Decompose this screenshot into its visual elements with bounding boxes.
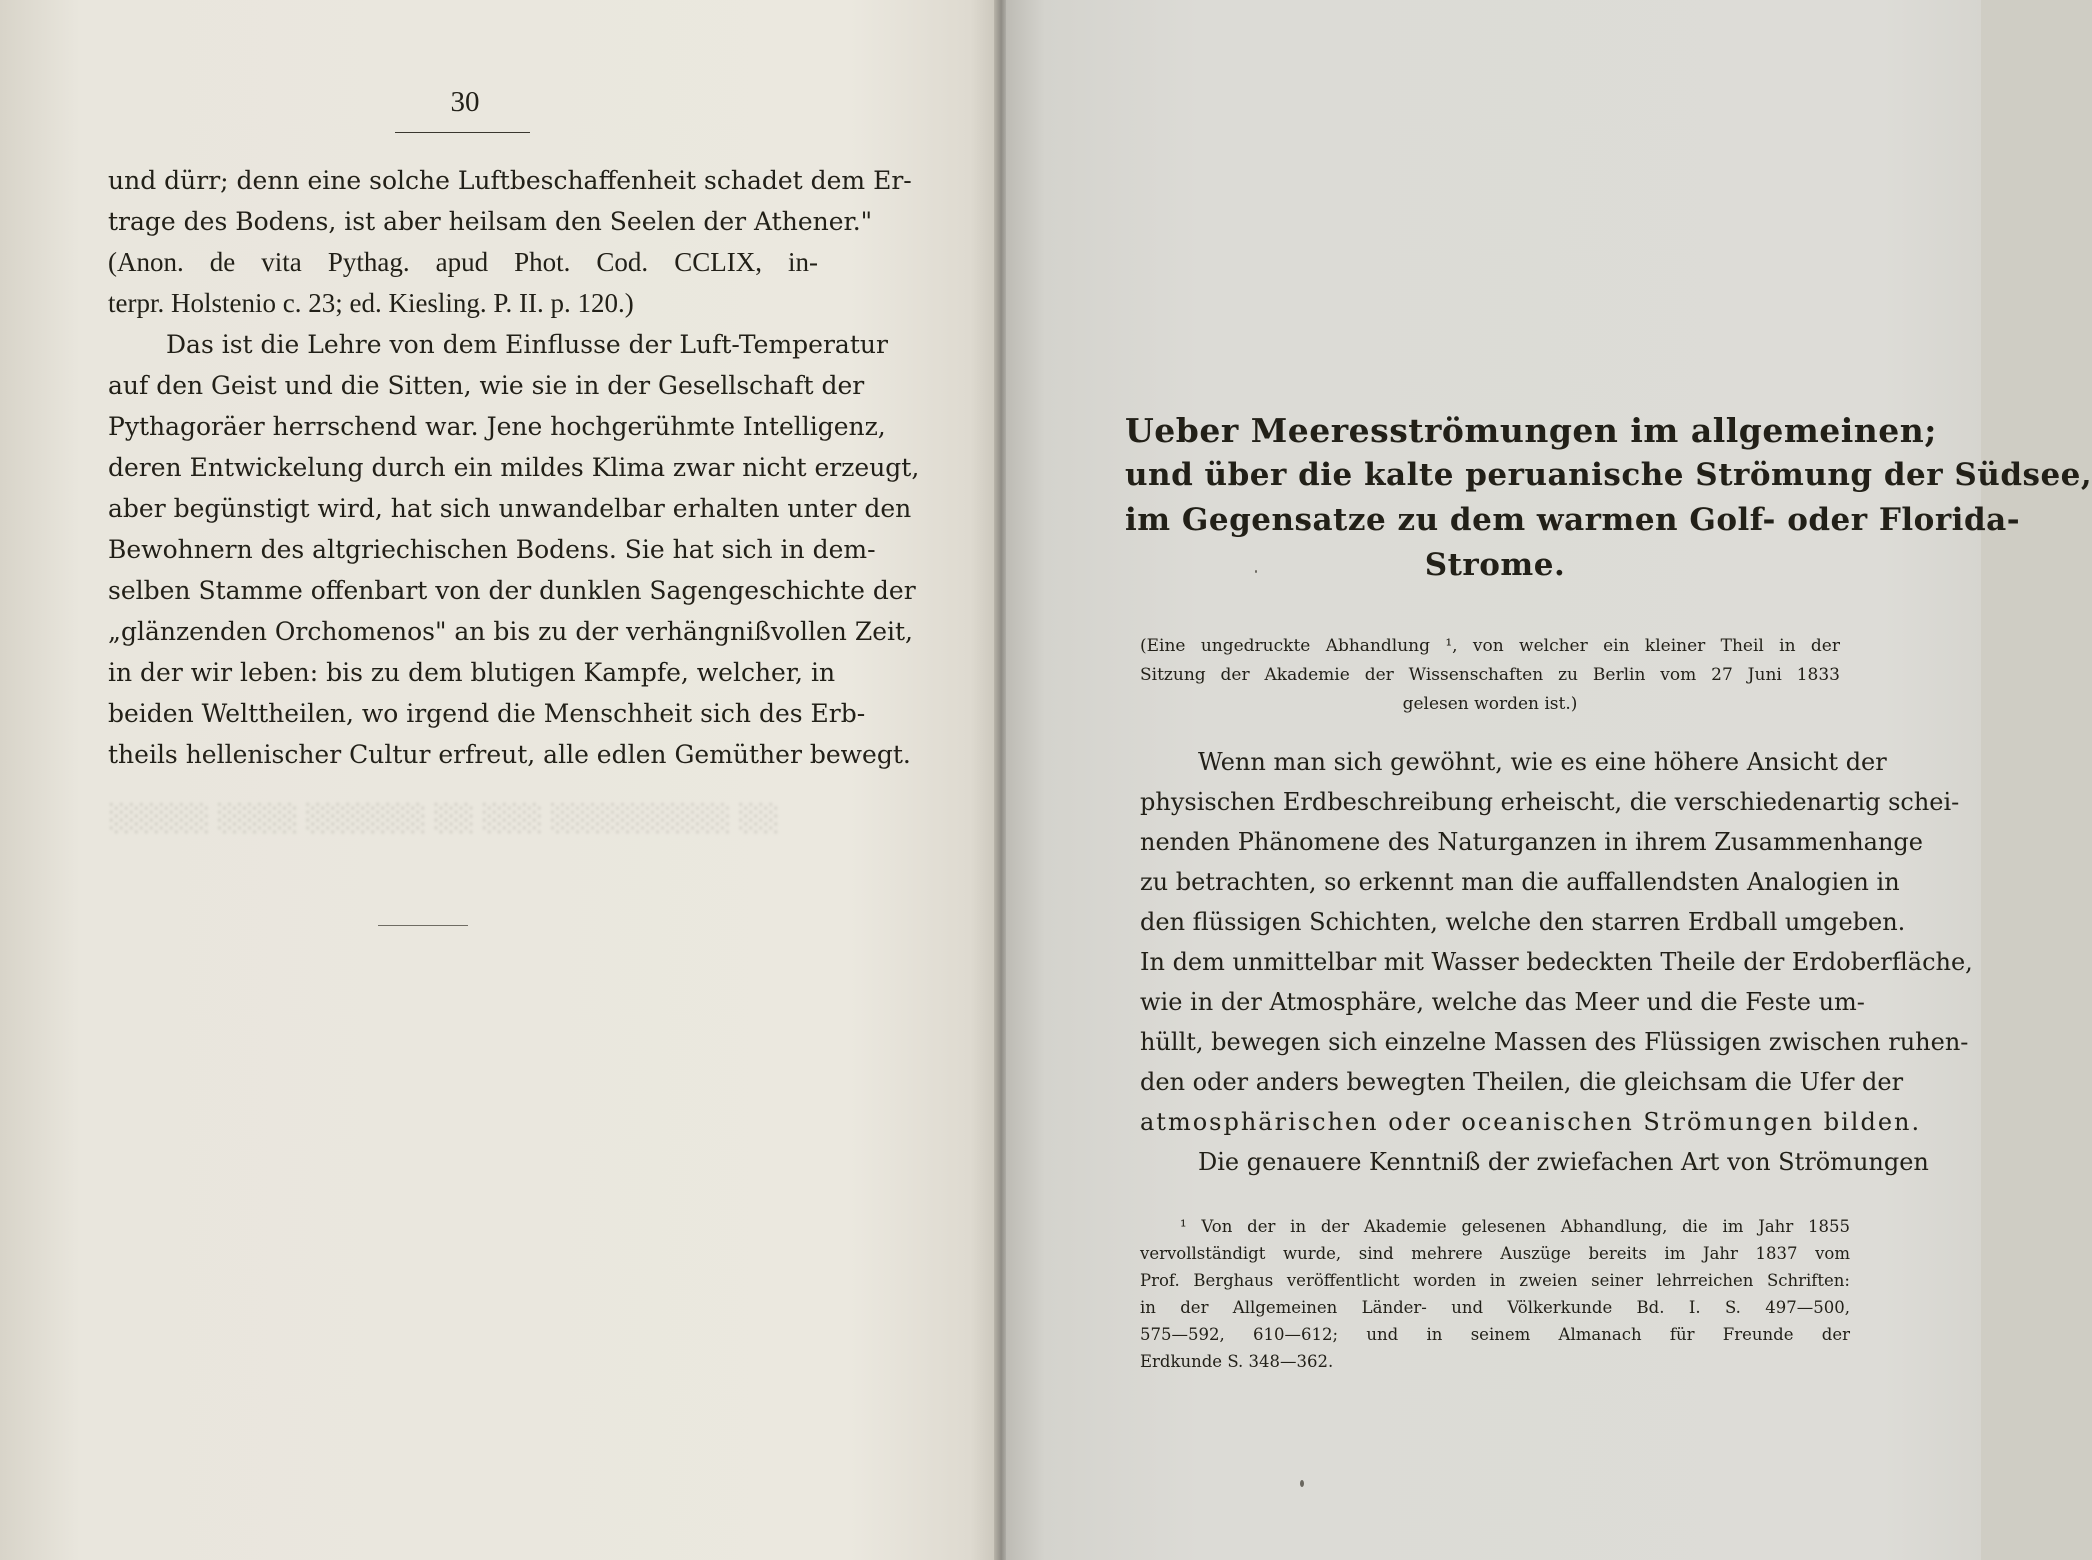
text-line: und dürr; denn eine solche Luftbeschaffenheit schadet dem Er- bbox=[108, 166, 912, 195]
ink-speck bbox=[1255, 570, 1257, 573]
ink-speck bbox=[1300, 1480, 1304, 1487]
text-line: selben Stamme offenbart von der dunklen Sagengeschichte der bbox=[108, 576, 916, 605]
text-line: atmosphärischen oder oceanischen Strömungen bilden. bbox=[1140, 1108, 1922, 1136]
subtitle-line: (Eine ungedruckte Abhandlung ¹, von welcher ein kleiner Theil in der bbox=[1140, 636, 1840, 656]
subtitle-line: Sitzung der Akademie der Wissenschaften zu Berlin vom 27 Juni 1833 bbox=[1140, 665, 1840, 685]
citation-line: terpr. Holstenio c. 23; ed. Kiesling. P. II. p. 120.) bbox=[108, 288, 634, 318]
title-line: Ueber Meeresströmungen im allgemeinen; bbox=[1125, 411, 1937, 450]
text-line: physischen Erdbeschreibung erheischt, die verschiedenartig schei- bbox=[1140, 788, 1960, 816]
subtitle-line: gelesen worden ist.) bbox=[1402, 694, 1578, 714]
text-line: theils hellenischer Cultur erfreut, alle edlen Gemüther bewegt. bbox=[108, 740, 911, 769]
text-line: den flüssigen Schichten, welche den starren Erdball umgeben. bbox=[1140, 908, 1906, 936]
footnote-line: in der Allgemeinen Länder- und Völkerkunde Bd. I. S. 497—500, bbox=[1140, 1298, 1850, 1317]
chapter-title bbox=[1125, 408, 2092, 588]
text-line: deren Entwickelung durch ein mildes Klima zwar nicht erzeugt, bbox=[108, 453, 920, 482]
footnote bbox=[1140, 1213, 1850, 1375]
text-line: trage des Bodens, ist aber heilsam den Seelen der Athener." bbox=[108, 207, 873, 236]
text-line: nenden Phänomene des Naturganzen in ihrem Zusammenhange bbox=[1140, 828, 1923, 856]
text-line: hüllt, bewegen sich einzelne Massen des Flüssigen zwischen ruhen- bbox=[1140, 1028, 1969, 1056]
chapter-subtitle bbox=[1140, 632, 1840, 719]
footnote-line: Prof. Berghaus veröffentlicht worden in zweien seiner lehrreichen Schriften: bbox=[1140, 1271, 1850, 1290]
header-rule bbox=[395, 132, 530, 133]
text-line: Bewohnern des altgriechischen Bodens. Sie hat sich in dem- bbox=[108, 535, 876, 564]
text-line: den oder anders bewegten Theilen, die gleichsam die Ufer der bbox=[1140, 1068, 1904, 1096]
text-line: zu betrachten, so erkennt man die auffallendsten Analogien in bbox=[1140, 868, 1900, 896]
text-line: Wenn man sich gewöhnt, wie es eine höhere Ansicht der bbox=[1198, 748, 1887, 776]
section-end-rule bbox=[378, 925, 468, 926]
text-line: Das ist die Lehre von dem Einflusse der Luft-Temperatur bbox=[166, 330, 888, 359]
text-line: In dem unmittelbar mit Wasser bedeckten Theile der Erdoberfläche, bbox=[1140, 948, 1973, 976]
text-line: aber begünstigt wird, hat sich unwandelbar erhalten unter den bbox=[108, 494, 912, 523]
title-line: im Gegensatze zu dem warmen Golf- oder Florida- bbox=[1125, 502, 2021, 538]
footnote-line: vervollständigt wurde, sind mehrere Auszüge bereits im Jahr 1837 vom bbox=[1140, 1244, 1850, 1263]
title-line: und über die kalte peruanische Strömung der Südsee, bbox=[1125, 457, 2092, 493]
left-body-text bbox=[108, 160, 920, 775]
show-through-text: ░░░░░ ░░░░ ░░░░░░ ░░ ░░░ ░░░░░░░░░ ░░ bbox=[110, 804, 780, 834]
text-line: Pythagoräer herrschend war. Jene hochgerühmte Intelligenz, bbox=[108, 412, 886, 441]
text-line: wie in der Atmosphäre, welche das Meer und die Feste um- bbox=[1140, 988, 1865, 1016]
text-line: Die genauere Kenntniß der zwiefachen Art von Strömungen bbox=[1198, 1148, 1929, 1176]
citation-line: (Anon. de vita Pythag. apud Phot. Cod. CCLIX, in- bbox=[108, 247, 818, 277]
title-line: Strome. bbox=[1424, 547, 1566, 583]
footnote-line: ¹ Von der in der Akademie gelesenen Abhandlung, die im Jahr 1855 bbox=[1180, 1217, 1850, 1236]
left-page bbox=[0, 0, 1000, 1560]
text-line: in der wir leben: bis zu dem blutigen Kampfe, welcher, in bbox=[108, 658, 836, 687]
text-line: beiden Welttheilen, wo irgend die Menschheit sich des Erb- bbox=[108, 699, 866, 728]
text-line: auf den Geist und die Sitten, wie sie in der Gesellschaft der bbox=[108, 371, 865, 400]
text-line: „glänzenden Orchomenos" an bis zu der verhängnißvollen Zeit, bbox=[108, 617, 913, 646]
right-body-text bbox=[1140, 742, 1973, 1182]
page-number: 30 bbox=[450, 86, 480, 118]
footnote-line: 575—592, 610—612; und in seinem Almanach für Freunde der bbox=[1140, 1325, 1850, 1344]
footnote-line: Erdkunde S. 348—362. bbox=[1140, 1352, 1334, 1371]
